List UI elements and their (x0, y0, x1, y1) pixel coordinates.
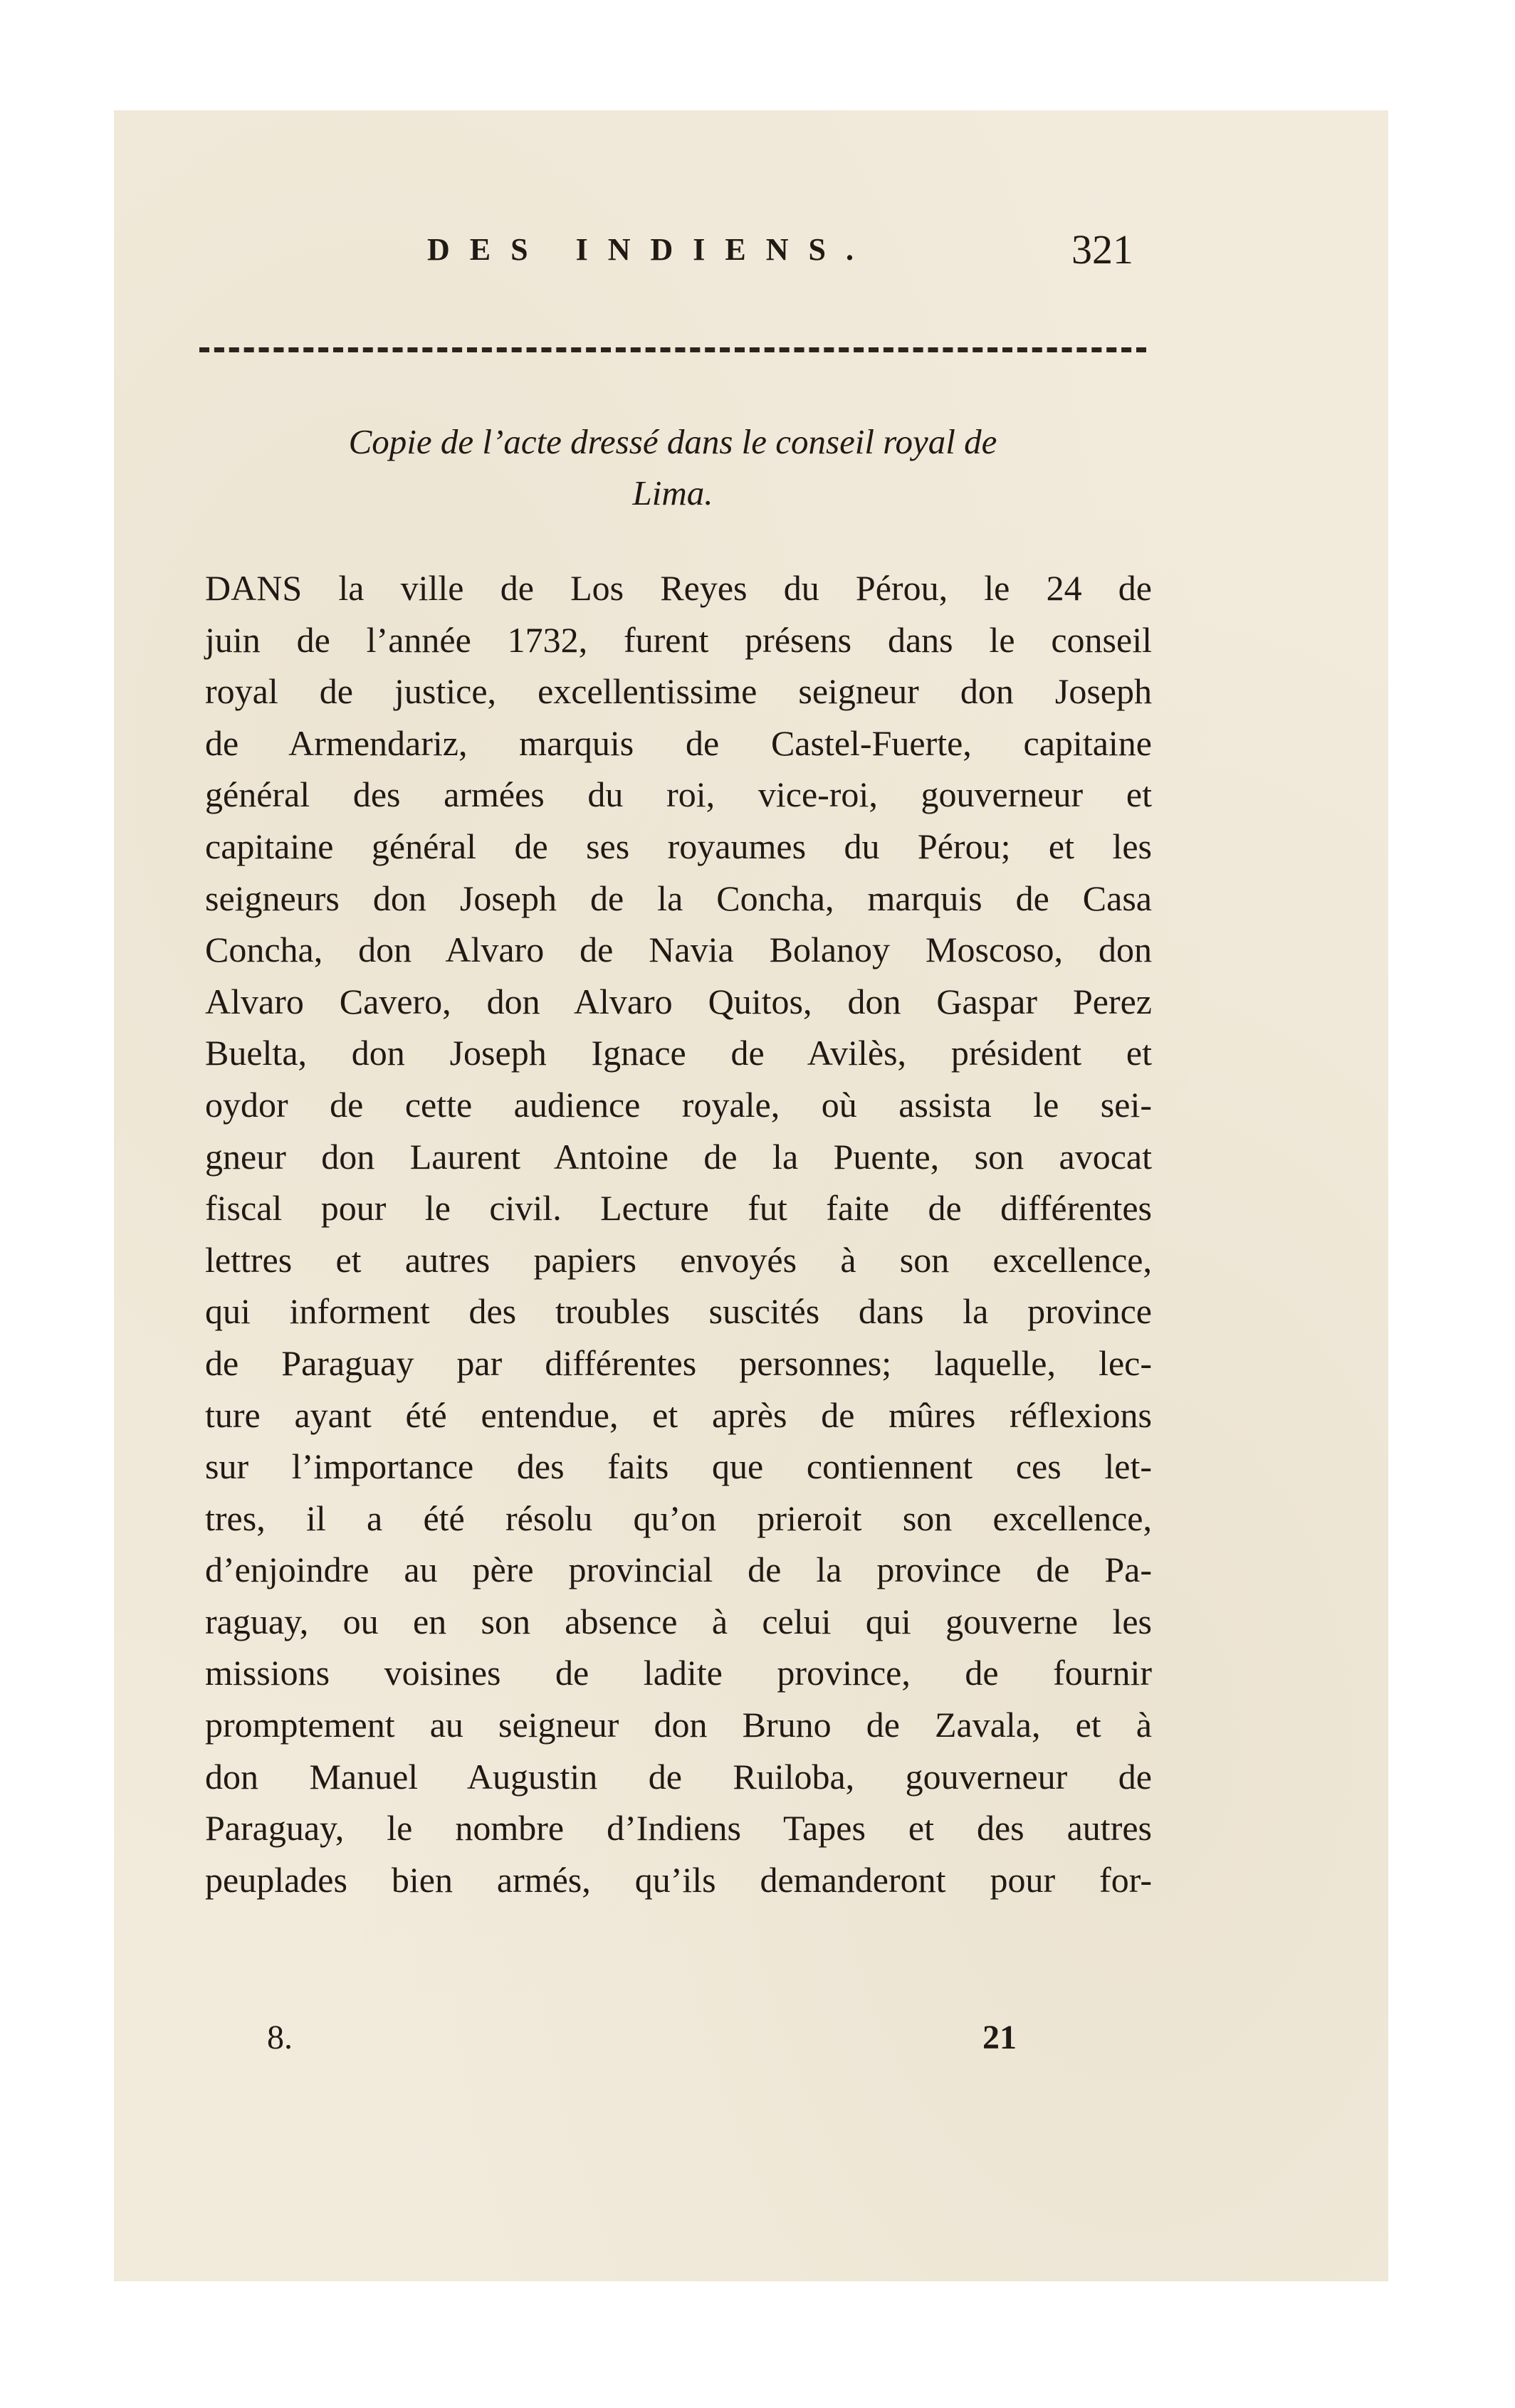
text-line: Alvaro Cavero, don Alvaro Quitos, don Gaspar Perez (205, 981, 1152, 1021)
text-line: lettres et autres papiers envoyés à son excellence, (205, 1239, 1152, 1280)
book-page (114, 110, 1388, 2281)
volume-mark: 8. (267, 2019, 293, 2056)
text-line: Buelta, don Joseph Ignace de Avilès, président et (205, 1033, 1152, 1073)
page-number: 321 (1071, 226, 1133, 273)
sheet-signature: 21 (982, 2019, 1017, 2056)
text-line: sur l’importance des faits que contiennent ces let- (205, 1446, 1152, 1487)
text-line: missions voisines de ladite province, de fournir (205, 1653, 1152, 1693)
text-line: juin de l’année 1732, furent présens dans le conseil (205, 619, 1152, 660)
text-line: de Armendariz, marquis de Castel-Fuerte, capitaine (205, 722, 1152, 763)
text-line: DANS la ville de Los Reyes du Pérou, le 24 de (205, 568, 1152, 608)
text-line: raguay, ou en son absence à celui qui gouverne les (205, 1601, 1152, 1641)
heading-line-1: Copie de l’acte dressé dans le conseil royal de (348, 422, 997, 461)
text-line: de Paraguay par différentes personnes; laquelle, lec- (205, 1342, 1152, 1383)
text-line: d’enjoindre au père provincial de la province de Pa- (205, 1550, 1152, 1590)
text-line: Concha, don Alvaro de Navia Bolanoy Moscoso, don (205, 930, 1152, 970)
running-head (114, 226, 1388, 281)
text-line: royal de justice, excellentissime seigneur don Joseph (205, 671, 1152, 712)
text-line: don Manuel Augustin de Ruiloba, gouverneur de (205, 1756, 1152, 1797)
text-line: Paraguay, le nombre d’Indiens Tapes et des autres (205, 1808, 1152, 1849)
heading-line-2: Lima. (632, 473, 713, 512)
text-line: capitaine général de ses royaumes du Pérou; et les (205, 826, 1152, 866)
text-line: qui informent des troubles suscités dans la province (205, 1291, 1152, 1332)
signature-line (114, 2018, 1388, 2061)
header-rule (199, 347, 1146, 352)
body-text (205, 562, 1152, 1905)
text-line: seigneurs don Joseph de la Concha, marquis de Casa (205, 878, 1152, 918)
text-line: peuplades bien armés, qu’ils demanderont pour for- (205, 1859, 1152, 1900)
text-line: général des armées du roi, vice-roi, gouverneur et (205, 774, 1152, 815)
text-line: gneur don Laurent Antoine de la Puente, son avocat (205, 1136, 1152, 1177)
section-heading (199, 416, 1146, 519)
text-line: tres, il a été résolu qu’on prieroit son excellence, (205, 1498, 1152, 1538)
text-line: fiscal pour le civil. Lecture fut faite de différentes (205, 1188, 1152, 1229)
text-line: oydor de cette audience royale, où assista le sei- (205, 1084, 1152, 1125)
running-title: DES INDIENS. (427, 232, 874, 267)
text-line: promptement au seigneur don Bruno de Zavala, et à (205, 1705, 1152, 1745)
text-line: ture ayant été entendue, et après de mûres réflexions (205, 1394, 1152, 1435)
